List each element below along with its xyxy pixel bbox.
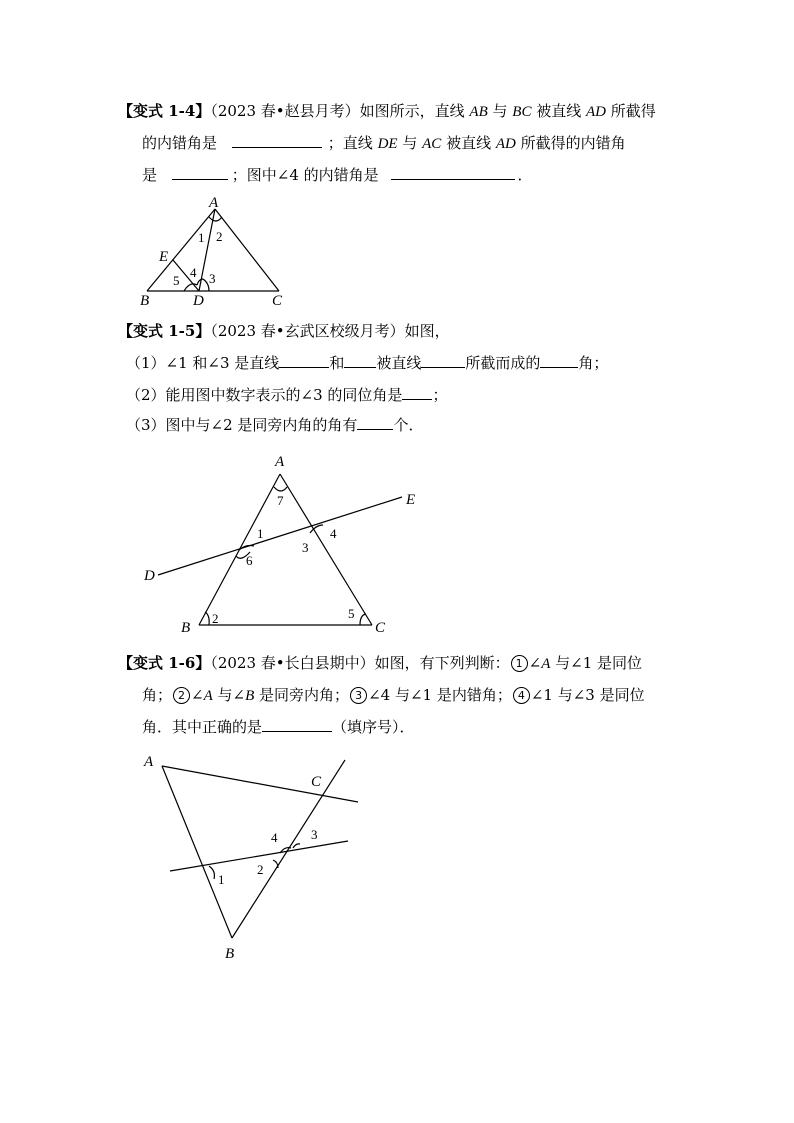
q16-angle-3: 3 — [311, 827, 318, 842]
q16-source: （2023 春•长白县期中） — [210, 654, 375, 672]
q14-label-c: C — [272, 293, 283, 309]
q16-text: ∠4 与∠1 是内错角； — [368, 686, 512, 704]
q15-angle-1: 1 — [257, 526, 264, 541]
q16-angle-1: 1 — [218, 872, 225, 887]
q14-source: （2023 春•赵县月考） — [210, 102, 360, 120]
q14-angle-1: 1 — [198, 230, 205, 245]
q14-text: ；直线 — [327, 134, 378, 152]
q14-text: ；图中∠4 的内错角是 — [231, 166, 379, 184]
q14-label-e: E — [159, 249, 169, 265]
q15-text: （2）能用图中数字表示的∠3 的同位角是 — [126, 386, 403, 404]
q14-text: 所截得 — [606, 102, 656, 120]
circled-number-3: 3 — [350, 687, 367, 704]
q14-text: 的内错角是 — [142, 134, 218, 152]
q16-line1 — [118, 653, 642, 674]
q15-blank-3[interactable] — [421, 353, 465, 368]
q14-text: 所截得的内错角 — [515, 134, 626, 152]
q15-angle-7: 7 — [277, 493, 284, 508]
q15-text: 角； — [578, 354, 609, 372]
q14-blank-1[interactable] — [232, 133, 322, 148]
q14-text: ． — [517, 166, 533, 184]
q15-blank-1[interactable] — [279, 353, 329, 368]
q15-text: 如图， — [404, 322, 450, 340]
q15-figure — [140, 452, 430, 637]
q14-text: 如图所示，直线 — [359, 102, 470, 120]
q14-var-ad: AD — [586, 104, 606, 120]
q15-angle-5: 5 — [348, 606, 355, 621]
q16-text: （填序号）． — [332, 718, 415, 736]
q16-label-a: A — [144, 754, 154, 770]
q16-text: ∠ — [191, 686, 204, 704]
q14-text: 被直线 — [531, 102, 586, 120]
q14-text: 是 — [142, 166, 158, 184]
q14-line3 — [142, 165, 532, 185]
q15-label-b: B — [181, 620, 191, 636]
q14-var-de: DE — [377, 136, 398, 152]
q16-text: ∠ — [528, 654, 542, 672]
q15-angle-4: 4 — [330, 526, 337, 541]
q14-angle-2: 2 — [216, 229, 223, 244]
q14-blank-3[interactable] — [391, 165, 515, 180]
q15-part2 — [126, 385, 447, 405]
q14-label: 【变式 1-4】 — [118, 102, 211, 120]
q15-label: 【变式 1-5】 — [118, 322, 211, 340]
q15-angle-6: 6 — [246, 553, 253, 568]
q15-part1 — [126, 353, 608, 373]
q15-part3 — [126, 415, 423, 435]
q14-var-ab: AB — [469, 104, 488, 120]
q16-text: 与∠ — [212, 686, 246, 704]
q15-text: 所截而成的 — [465, 354, 541, 372]
q16-var-a: A — [203, 688, 213, 704]
q16-text: 角； — [142, 686, 173, 704]
q16-text: 如图，有下列判断： — [374, 654, 510, 672]
q16-text: 是同旁内角； — [254, 686, 350, 704]
q14-label-a: A — [209, 195, 219, 211]
q16-label-b: B — [225, 946, 235, 962]
q16-var-b: B — [245, 688, 255, 704]
q14-line2 — [142, 133, 626, 154]
q14-angle-3: 3 — [209, 271, 216, 286]
q15-line1 — [118, 321, 450, 341]
q15-blank-5[interactable] — [402, 385, 432, 400]
q16-var-a: A — [541, 656, 551, 672]
q14-line1 — [118, 101, 656, 122]
q15-label-d: D — [144, 568, 155, 584]
q15-text: 个． — [393, 416, 424, 434]
q14-text: 被直线 — [441, 134, 496, 152]
q14-var-ad: AD — [495, 136, 516, 152]
q14-var-ac: AC — [422, 136, 442, 152]
q16-text: ∠1 与∠3 是同位 — [530, 686, 645, 704]
q15-text: ； — [432, 386, 448, 404]
q14-blank-2[interactable] — [172, 165, 228, 180]
q15-label-e: E — [406, 492, 416, 508]
q15-text: 被直线 — [376, 354, 422, 372]
q15-blank-4[interactable] — [540, 353, 578, 368]
q16-angle-4: 4 — [271, 830, 278, 845]
q16-label: 【变式 1-6】 — [118, 654, 211, 672]
q16-text: 与∠1 是同位 — [550, 654, 643, 672]
q14-label-d: D — [193, 293, 204, 309]
q14-var-bc: BC — [512, 104, 532, 120]
q14-angle-4: 4 — [190, 265, 197, 280]
circled-number-2: 2 — [173, 687, 190, 704]
q15-source: （2023 春•玄武区校级月考） — [210, 322, 405, 340]
q15-text: 和 — [329, 354, 345, 372]
q15-text: （3）图中与∠2 是同旁内角的角有 — [126, 416, 358, 434]
q15-label-c: C — [375, 620, 386, 636]
circled-number-1: 1 — [511, 655, 528, 672]
q15-text: （1）∠1 和∠3 是直线 — [126, 354, 280, 372]
circled-number-4: 4 — [513, 687, 530, 704]
q14-label-b: B — [140, 293, 150, 309]
q15-angle-2: 2 — [212, 611, 219, 626]
q16-figure — [140, 750, 380, 965]
q16-text: 角．其中正确的是 — [142, 718, 263, 736]
q16-blank-1[interactable] — [262, 717, 332, 732]
q14-text: 与 — [487, 102, 513, 120]
q16-line2 — [142, 685, 645, 706]
q14-text: 与 — [397, 134, 423, 152]
q15-angle-3: 3 — [302, 540, 309, 555]
q16-label-c: C — [311, 774, 322, 790]
q14-figure — [135, 195, 295, 310]
q15-blank-2[interactable] — [344, 353, 376, 368]
q15-label-a: A — [275, 454, 285, 470]
q16-angle-2: 2 — [257, 862, 264, 877]
q14-angle-5: 5 — [173, 273, 180, 288]
q16-line3 — [142, 717, 415, 737]
q15-blank-6[interactable] — [357, 415, 393, 430]
